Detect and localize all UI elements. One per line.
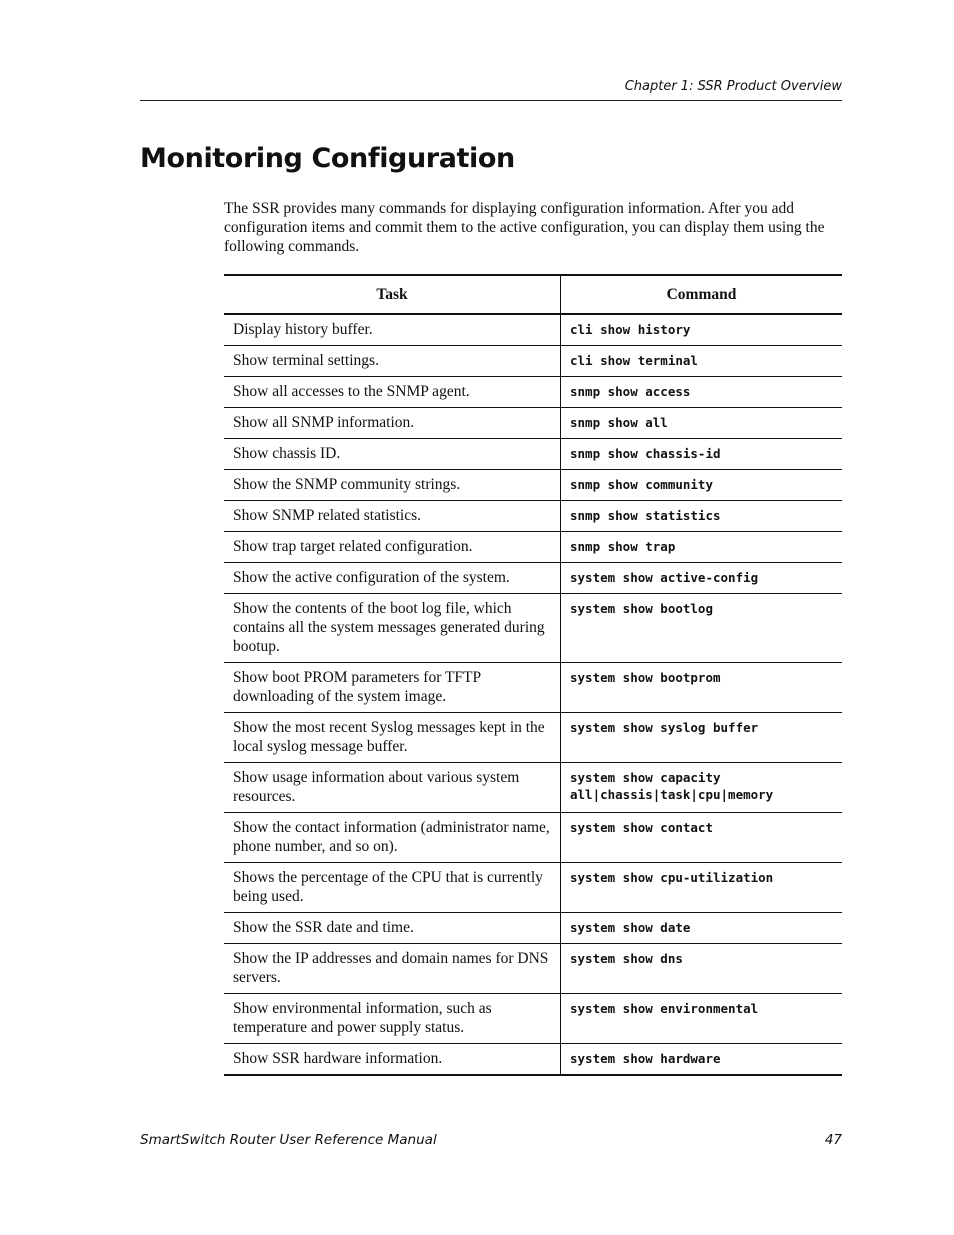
task-cell: Show the SSR date and time. xyxy=(224,913,561,944)
task-cell: Shows the percentage of the CPU that is currently being used. xyxy=(224,863,561,913)
command-column-header: Command xyxy=(561,275,843,314)
task-cell: Show terminal settings. xyxy=(224,346,561,377)
task-cell: Show boot PROM parameters for TFTP downloading of the system image. xyxy=(224,663,561,713)
table-row xyxy=(224,913,842,944)
table-row xyxy=(224,594,842,663)
task-cell: Show usage information about various system resources. xyxy=(224,763,561,813)
command-cell: system show syslog buffer xyxy=(561,713,843,763)
task-cell: Show all SNMP information. xyxy=(224,408,561,439)
command-cell: snmp show statistics xyxy=(561,501,843,532)
page-title: Monitoring Configuration xyxy=(140,143,515,174)
table-row xyxy=(224,314,842,346)
command-cell: snmp show trap xyxy=(561,532,843,563)
header-rule xyxy=(140,100,842,101)
table-row xyxy=(224,994,842,1044)
command-cell: system show dns xyxy=(561,944,843,994)
table-row xyxy=(224,346,842,377)
task-cell: Show all accesses to the SNMP agent. xyxy=(224,377,561,408)
table-row xyxy=(224,501,842,532)
commands-table xyxy=(224,274,842,1076)
table-body xyxy=(224,314,842,1075)
intro-paragraph: The SSR provides many commands for displaying configuration information. After you add configuration items and commit them to the active configuration, you can display them using the following commands. xyxy=(224,200,825,255)
table-row xyxy=(224,713,842,763)
command-cell: snmp show chassis-id xyxy=(561,439,843,470)
task-column-header: Task xyxy=(224,275,561,314)
command-cell: system show active-config xyxy=(561,563,843,594)
task-cell: Show environmental information, such as temperature and power supply status. xyxy=(224,994,561,1044)
table-row xyxy=(224,439,842,470)
task-cell: Show SSR hardware information. xyxy=(224,1044,561,1076)
task-cell: Show SNMP related statistics. xyxy=(224,501,561,532)
table-row xyxy=(224,663,842,713)
table-row xyxy=(224,563,842,594)
footer-manual-title: SmartSwitch Router User Reference Manual xyxy=(140,1132,437,1148)
task-cell: Show chassis ID. xyxy=(224,439,561,470)
table-row xyxy=(224,377,842,408)
command-cell: snmp show community xyxy=(561,470,843,501)
command-cell: system show contact xyxy=(561,813,843,863)
task-cell: Display history buffer. xyxy=(224,314,561,346)
table-row xyxy=(224,763,842,813)
command-cell: system show bootprom xyxy=(561,663,843,713)
command-cell: cli show history xyxy=(561,314,843,346)
command-cell: system show hardware xyxy=(570,1051,721,1066)
command-cell: system show date xyxy=(561,913,843,944)
task-cell: Show the SNMP community strings. xyxy=(224,470,561,501)
table-row xyxy=(224,863,842,913)
command-cell: snmp show all xyxy=(561,408,843,439)
table-row xyxy=(224,1044,842,1076)
command-cell: system show cpu-utilization xyxy=(561,863,843,913)
task-cell: Show the IP addresses and domain names for DNS servers. xyxy=(224,944,561,994)
table-row xyxy=(224,532,842,563)
command-cell: cli show terminal xyxy=(561,346,843,377)
command-cell: system show bootlog xyxy=(561,594,843,663)
table-row xyxy=(224,813,842,863)
task-cell: Show the most recent Syslog messages kept in the local syslog message buffer. xyxy=(224,713,561,763)
table-row xyxy=(224,470,842,501)
table-row xyxy=(224,944,842,994)
task-cell: Show the contact information (administrator name, phone number, and so on). xyxy=(224,813,561,863)
command-cell: system show environmental xyxy=(561,994,843,1044)
command-cell: snmp show access xyxy=(561,377,843,408)
task-cell: Show the contents of the boot log file, which contains all the system messages generated during bootup. xyxy=(224,594,561,663)
command-cell: system show capacity all|chassis|task|cpu|memory xyxy=(561,763,843,813)
task-cell: Show the active configuration of the system. xyxy=(224,563,561,594)
page-number: 47 xyxy=(824,1132,842,1148)
table-row xyxy=(224,408,842,439)
running-header: Chapter 1: SSR Product Overview xyxy=(624,79,842,94)
task-cell: Show trap target related configuration. xyxy=(224,532,561,563)
table-header-row xyxy=(224,275,842,314)
